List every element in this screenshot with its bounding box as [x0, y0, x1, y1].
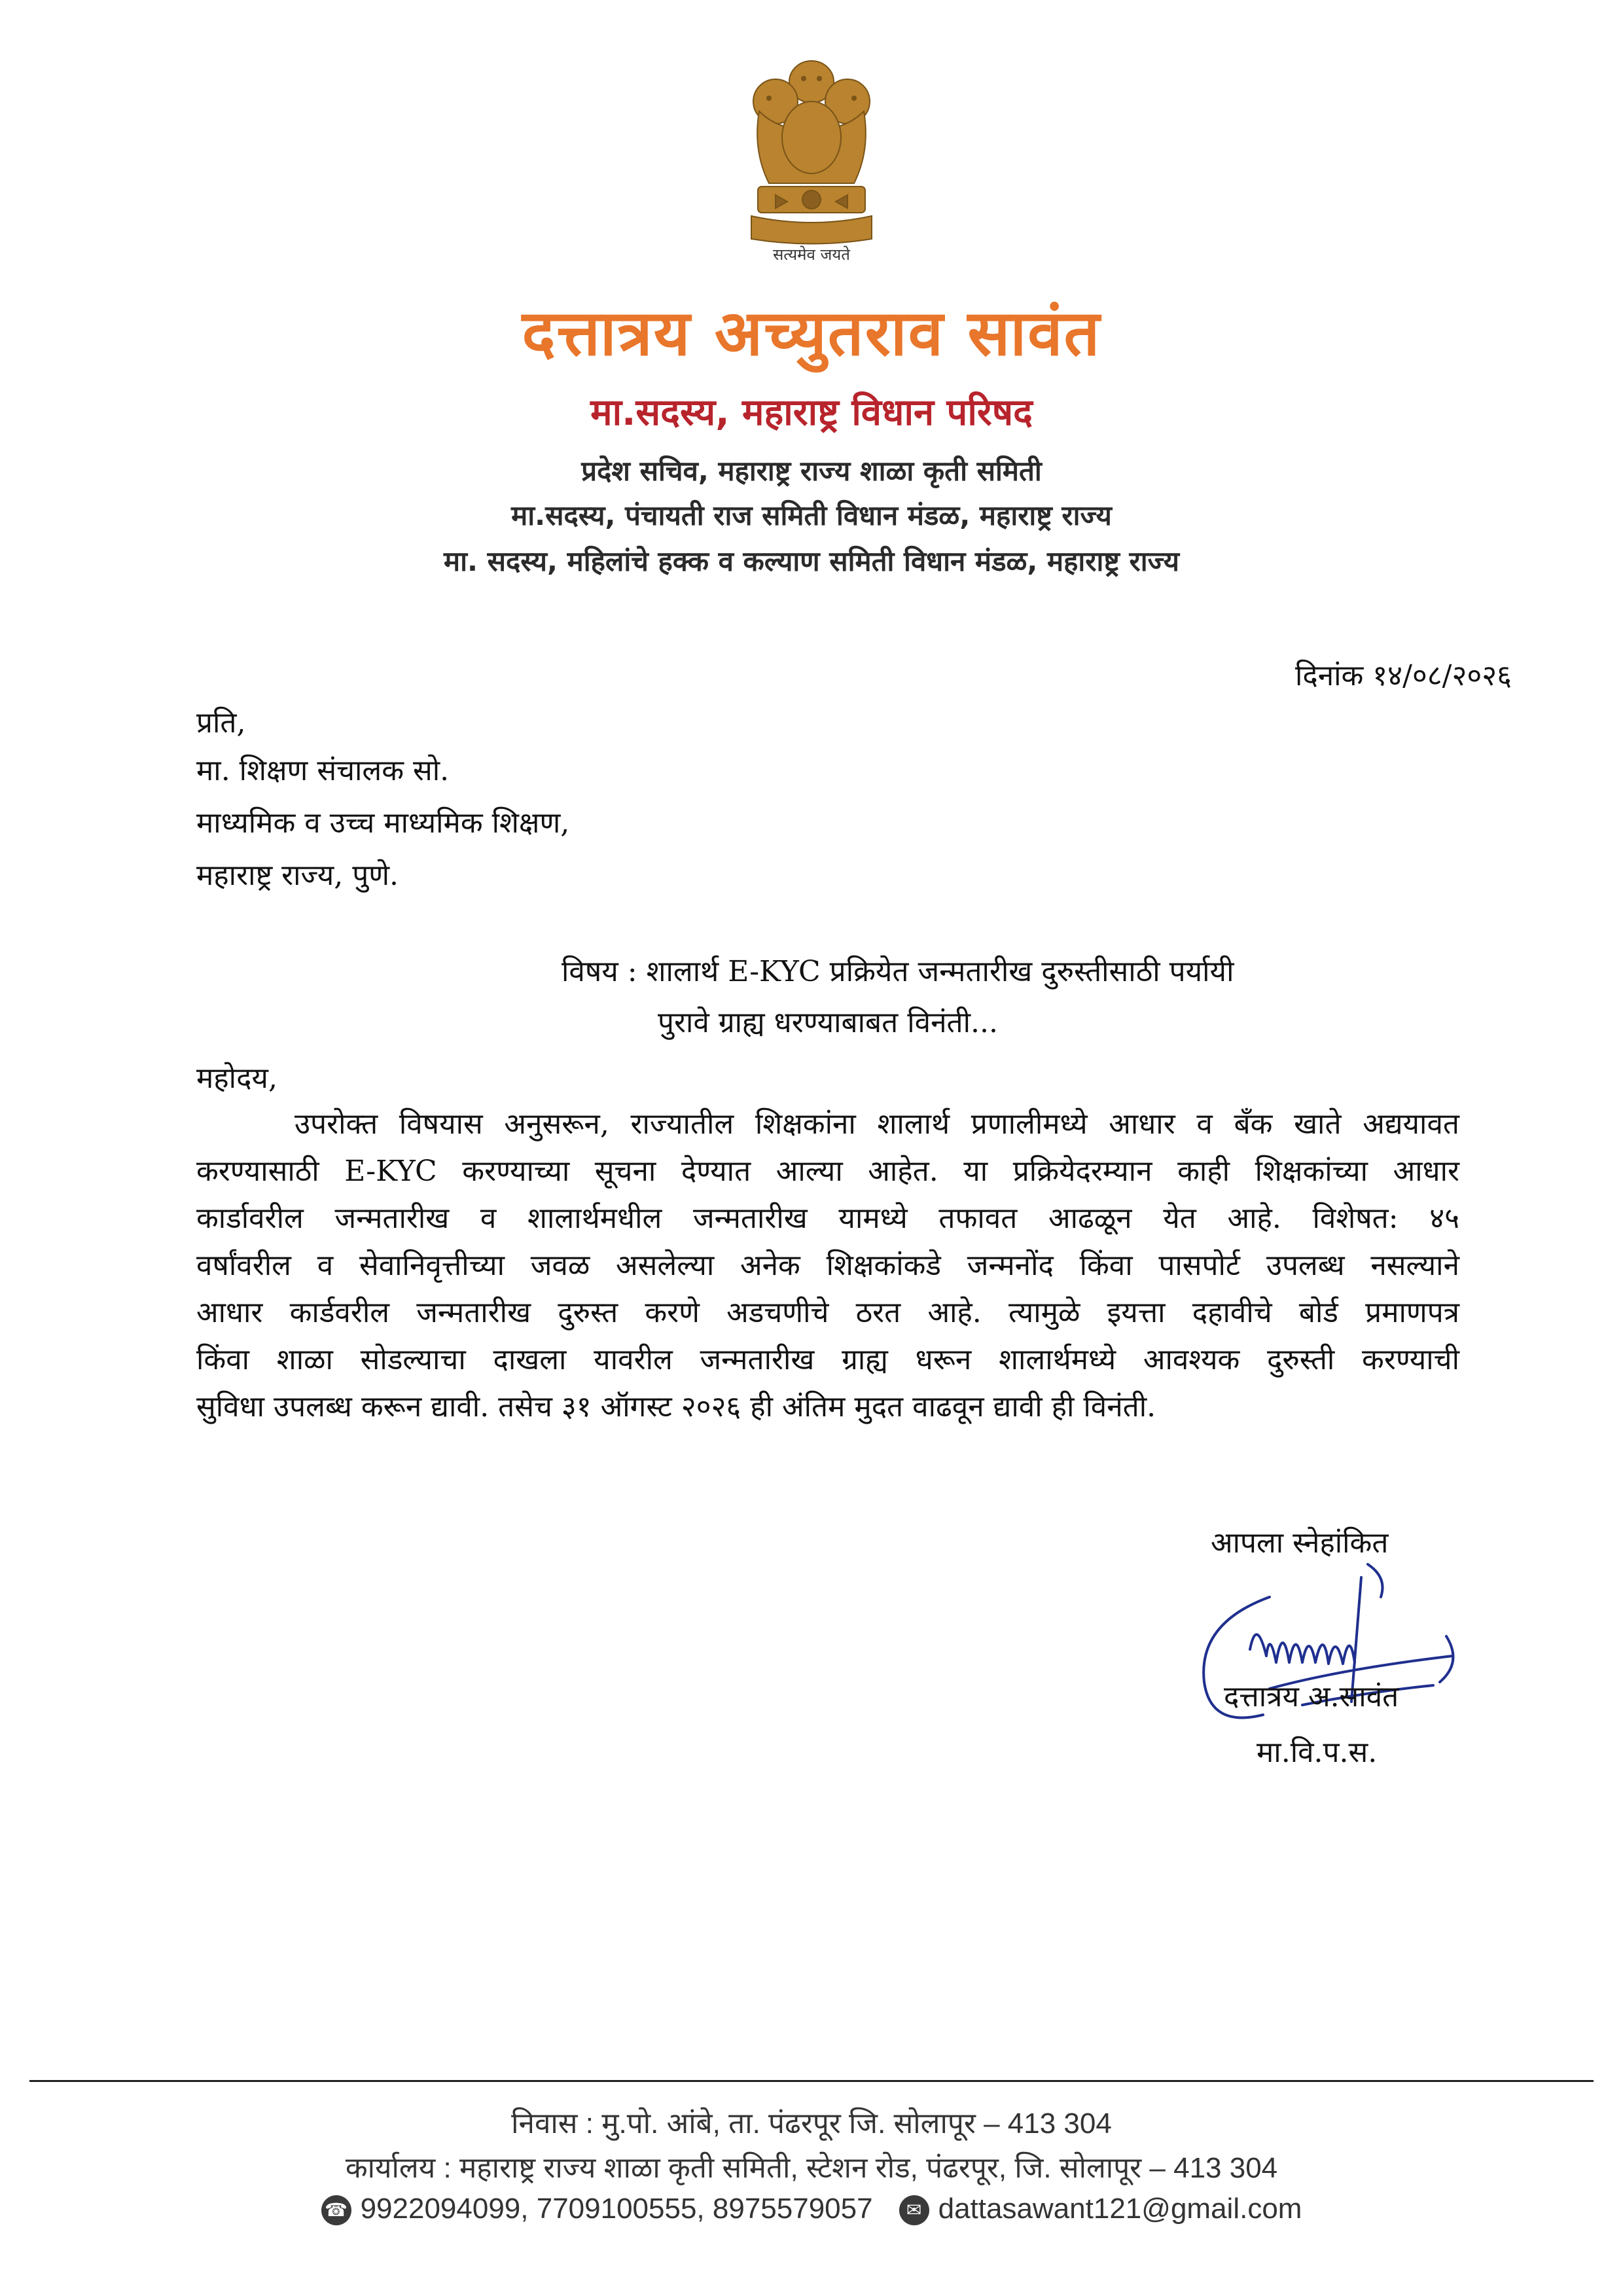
footer-divider — [29, 2080, 1594, 2082]
footer-contact — [0, 2193, 1623, 2225]
body-paragraph — [196, 1101, 1459, 1431]
body-line: वर्षांवरील व सेवानिवृत्तीच्या जवळ असलेल्या अनेक शिक्षकांकडे जन्मनोंद किंवा पासपोर्ट उपलब्ध नसल्याने — [196, 1249, 1459, 1282]
subject-line: पुरावे ग्राह्य धरण्याबाबत विनंती... — [658, 1006, 998, 1039]
body-line: उपरोक्त विषयास अनुसरून, राज्यातील शिक्षकांना शालार्थ प्रणालीमध्ये आधार व बँक खाते अद्ययावत — [294, 1107, 1459, 1141]
subject-line: विषय : शालार्थ E-KYC प्रक्रियेत जन्मतारीख दुरुस्तीसाठी पर्यायी — [562, 955, 1234, 988]
footer-phones: 9922094099, 7709100555, 8975579057 — [360, 2193, 873, 2225]
closing: आपला स्नेहांकित — [1211, 1526, 1389, 1560]
letter-date: दिनांक १४/०८/२०२६ — [1294, 659, 1512, 692]
body-line: करण्यासाठी E-KYC करण्याच्या सूचना देण्यात आल्या आहेत. या प्रक्रियेदरम्यान काही शिक्षकांच्या आधार — [196, 1155, 1459, 1188]
signer-name: दत्तात्रय अ.सावंत — [1224, 1680, 1399, 1713]
footer-email: dattasawant121@gmail.com — [938, 2193, 1302, 2225]
letterhead-designation: मा.सदस्य, पंचायती राज समिती विधान मंडळ, महाराष्ट्र राज्य — [511, 499, 1112, 531]
recipient-line: माध्यमिक व उच्च माध्यमिक शिक्षण, — [196, 806, 570, 840]
recipient-line: प्रति, — [196, 706, 246, 740]
footer-office: कार्यालय : महाराष्ट्र राज्य शाळा कृती समिती, स्टेशन रोड, पंढरपूर, जि. सोलापूर – 413 304 — [345, 2152, 1278, 2184]
body-line: कार्डावरील जन्मतारीख व शालार्थमधील जन्मतारीख यामध्ये तफावत आढळून येत आहे. विशेषत: ४५ — [196, 1202, 1459, 1235]
body-line: किंवा शाळा सोडल्याचा दाखला यावरील जन्मतारीख ग्राह्य धरून शालार्थमध्ये आवश्यक दुरुस्ती करण्याची — [196, 1343, 1459, 1376]
body-line: सुविधा उपलब्ध करून द्यावी. तसेच ३१ ऑगस्ट २०२६ ही अंतिम मुदत वाढवून द्यावी ही विनंती. — [196, 1390, 1156, 1424]
signer-designation: मा.वि.प.स. — [1257, 1736, 1378, 1769]
body-line: आधार कार्डवरील जन्मतारीख दुरुस्त करणे अडचणीचे ठरत आहे. त्यामुळे इयत्ता दहावीचे बोर्ड प्रमाणपत्र — [196, 1296, 1459, 1329]
letterhead-name: दत्तात्रय अच्युतराव सावंत — [522, 296, 1101, 370]
letterhead-title: मा.सदस्य, महाराष्ट्र विधान परिषद — [590, 391, 1033, 434]
phone-icon: ☎ — [321, 2195, 351, 2225]
state-emblem-icon — [740, 52, 883, 255]
emblem-motto: सत्यमेव जयते — [773, 245, 850, 264]
recipient-line: महाराष्ट्र राज्य, पुणे. — [196, 859, 399, 892]
letterhead-designation: प्रदेश सचिव, महाराष्ट्र राज्य शाळा कृती समिती — [581, 455, 1042, 487]
salutation: महोदय, — [196, 1062, 277, 1095]
email-icon: ✉ — [899, 2195, 929, 2225]
footer-residence: निवास : मु.पो. आंबे, ता. पंढरपूर जि. सोलापूर – 413 304 — [511, 2108, 1112, 2140]
recipient-line: मा. शिक्षण संचालक सो. — [196, 754, 450, 787]
letterhead-designation: मा. सदस्य, महिलांचे हक्क व कल्याण समिती विधान मंडळ, महाराष्ट्र राज्य — [444, 545, 1179, 577]
